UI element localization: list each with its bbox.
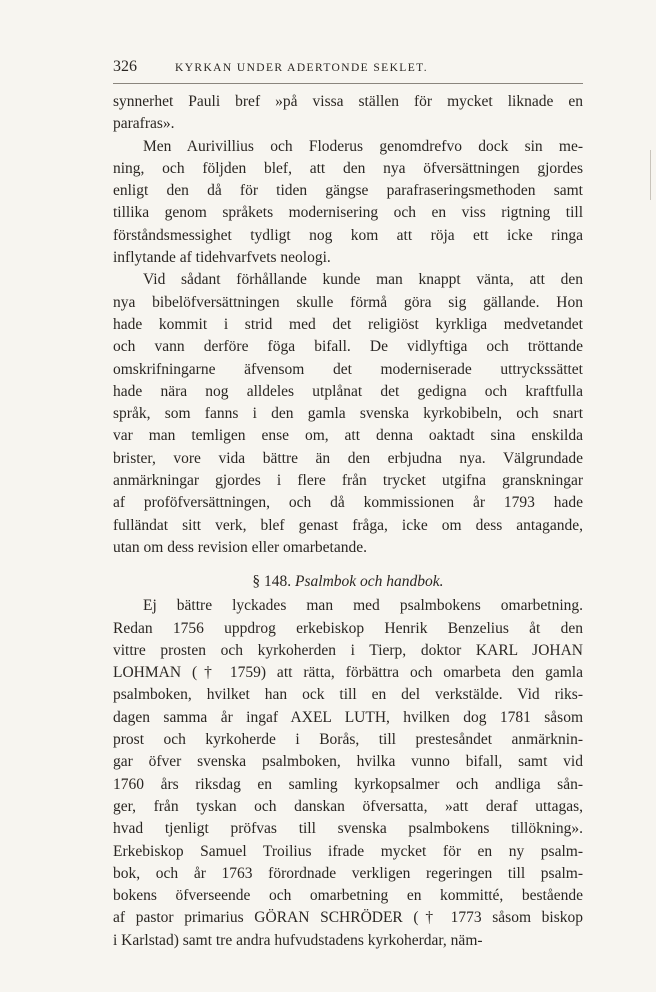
text-line: hade kommit i strid med det religiöst kyrkliga medvetandet [113, 315, 583, 333]
running-title: KYRKAN UNDER ADERTONDE SEKLET. [175, 62, 428, 74]
text-line: och vann derföre föga bifall. De vidlyftiga och tröttande [113, 338, 583, 356]
paragraph [113, 269, 583, 559]
text-line: nya bibelöfversättningen skulle förmå göra sig gällande. Hon [113, 293, 583, 311]
text-line: bokens öfverseende och omarbetning en kommitté, bestående [113, 887, 583, 905]
page-edge-mark [650, 150, 651, 200]
page-number: 326 [113, 58, 137, 75]
text-line: prost och kyrkoherde i Borås, till prestesåndet anmärknin- [113, 731, 583, 749]
text-line: synnerhet Pauli bref »på vissa ställen för mycket liknade en [113, 93, 583, 110]
paragraph [113, 136, 583, 270]
text-line: bok, och år 1763 förordnade verkligen regeringen till psalm- [113, 864, 583, 882]
text-line: psalmboken, hvilket han ock till en del verkstälde. Vid riks- [113, 686, 583, 704]
text-line: förståndsmessighet tydligt nog kom att röja ett icke ringa [113, 226, 583, 244]
running-head [113, 58, 583, 84]
text-line: gar öfver svenska psalmboken, hvilka vunno bifall, samt vid [113, 753, 583, 771]
paragraph [113, 595, 583, 952]
body-text [113, 91, 583, 559]
text-line: af pastor primarius GÖRAN SCHRÖDER († 1773 såsom biskop [113, 909, 583, 927]
text-line: ger, från tyskan och danskan öfversatta, »att deraf uttagas, [113, 797, 583, 815]
text-line: var man temligen ense om, att denna oaktadt sina enskilda [113, 427, 583, 445]
text-line: anmärkningar gjordes i flere från trycket utgifna granskningar [113, 472, 583, 490]
text-line: Erkebiskop Samuel Troilius ifrade mycket för en ny psalm- [113, 842, 583, 860]
section-body-text [113, 595, 583, 952]
text-line: Ej bättre lyckades man med psalmbokens omarbetning. [143, 597, 583, 615]
text-line: vittre prosten och kyrkoherden i Tierp, doktor KARL JOHAN [113, 641, 583, 659]
text-line: Men Aurivillius och Floderus genomdrefvo dock sin me- [143, 137, 583, 155]
text-line: LOHMAN († 1759) att rätta, förbättra och omarbeta den gamla [113, 664, 583, 682]
text-line: tillika genom språkets modernisering och en viss rigtning till [113, 204, 583, 222]
text-line: omskrifningarne äfvensom det moderniserade uttryckssättet [113, 360, 583, 378]
text-line: språk, som fanns i den gamla svenska kyrkobibeln, och snart [113, 405, 583, 423]
text-line: ning, och följden blef, att den nya öfversättningen gjordes [113, 159, 583, 177]
text-line: brister, vore vida bättre än den erbjudna nya. Välgrundade [113, 449, 583, 467]
text-line: inflytande af tidehvarfvets neologi. [113, 249, 331, 267]
section-number: § 148. [252, 573, 292, 591]
text-line: fulländat sitt verk, blef genast fråga, icke om dess antagande, [113, 516, 583, 534]
text-line: utan om dess revision eller omarbetande. [113, 538, 367, 556]
text-line: dagen samma år ingaf AXEL LUTH, hvilken dog 1781 såsom [113, 708, 583, 726]
text-line: 1760 års riksdag en samling kyrkopsalmer och andliga sån- [113, 775, 583, 793]
book-page [113, 58, 583, 952]
text-line: enligt den då för tiden gängse parafraseringsmethoden samt [113, 182, 583, 200]
text-line: Vid sådant förhållande kunde man knappt vänta, att den [143, 271, 583, 289]
text-line: parafras». [113, 115, 175, 133]
text-line: af proföfversättningen, och då kommissionen år 1793 hade [113, 494, 583, 512]
text-line: hade nära nog alldeles utplånat det gedigna och kraftfulla [113, 382, 583, 400]
text-line: Redan 1756 uppdrog erkebiskop Henrik Benzelius åt den [113, 619, 583, 637]
text-line: i Karlstad) samt tre andra hufvudstadens kyrkoherdar, näm- [113, 931, 483, 949]
paragraph [113, 91, 583, 136]
section-title: Psalmbok och handbok. [295, 573, 444, 591]
section-heading [113, 571, 583, 593]
text-line: hvad tjenligt pröfvas till svenska psalmbokens tillökning». [113, 820, 583, 838]
